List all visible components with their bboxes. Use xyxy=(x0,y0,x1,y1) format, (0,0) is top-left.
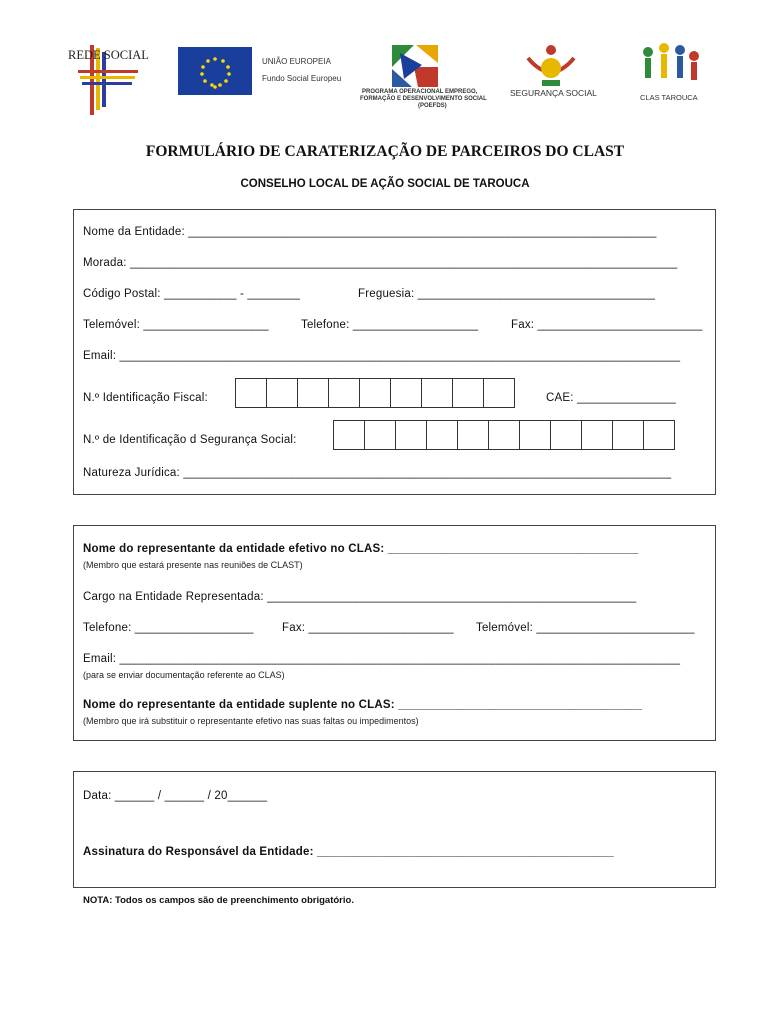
clas-people-icon xyxy=(636,40,702,90)
eu-label-2: Fundo Social Europeu xyxy=(262,74,342,83)
form-title: FORMULÁRIO DE CARATERIZAÇÃO DE PARCEIROS DO CLAST xyxy=(145,143,625,160)
effective-rep-note: (Membro que estará presente nas reuniões de CLAST) xyxy=(83,560,303,570)
seguranca-social-logo xyxy=(520,40,582,88)
eu-flag xyxy=(178,47,252,95)
clas-tarouca-label: CLAS TAROUCA xyxy=(640,93,698,102)
effective-rep-field[interactable]: Nome do representante da entidade efetivo no CLAS: ______________________________________ xyxy=(83,543,639,555)
poefds-logo xyxy=(392,45,438,87)
poefds-label-3: (POEFDS) xyxy=(418,103,447,109)
niss-boxes[interactable] xyxy=(333,420,675,450)
poefds-label-1: PROGRAMA OPERACIONAL EMPREGO, xyxy=(362,89,478,95)
legal-nature-field[interactable]: Natureza Jurídica: __________________________________________________________________________ xyxy=(83,467,672,479)
phone-field[interactable]: Telefone: ___________________ xyxy=(301,319,479,331)
rep-email-note: (para se enviar documentação referente ao CLAS) xyxy=(83,670,285,680)
eu-label-1: UNIÃO EUROPEIA xyxy=(262,57,331,66)
role-field[interactable]: Cargo na Entidade Representada: ________________________________________________________ xyxy=(83,591,637,603)
niss-label: N.º de Identificação d Segurança Social: xyxy=(83,434,297,446)
nif-boxes[interactable] xyxy=(235,378,515,408)
seguranca-social-label: SEGURANÇA SOCIAL xyxy=(510,88,597,98)
rep-mobile-field[interactable]: Telemóvel: ________________________ xyxy=(476,622,695,634)
clas-tarouca-logo xyxy=(636,40,702,90)
email-field[interactable]: Email: _____________________________________________________________________________________ xyxy=(83,350,681,362)
date-field[interactable]: Data: ______ / ______ / 20______ xyxy=(83,790,268,802)
logo-rede-social xyxy=(68,40,168,115)
substitute-rep-field[interactable]: Nome do representante da entidade suplente no CLAS: _____________________________________ xyxy=(83,699,643,711)
section-signature xyxy=(73,771,716,888)
poefds-label-2: FORMAÇÃO E DESENVOLVIMENTO SOCIAL xyxy=(360,96,487,102)
fax-field[interactable]: Fax: _________________________ xyxy=(511,319,703,331)
poefds-icon xyxy=(392,45,438,87)
rep-fax-field[interactable]: Fax: ______________________ xyxy=(282,622,454,634)
seguranca-social-icon xyxy=(520,40,582,88)
entity-name-field[interactable]: Nome da Entidade: _______________________________________________________________________ xyxy=(83,226,657,238)
eu-stars-icon xyxy=(178,47,252,95)
mandatory-note: NOTA: Todos os campos são de preenchimento obrigatório. xyxy=(83,895,354,906)
postal-code-field[interactable]: Código Postal: ___________ - ________ xyxy=(83,288,301,300)
mobile-field[interactable]: Telemóvel: ___________________ xyxy=(83,319,269,331)
address-field[interactable]: Morada: ___________________________________________________________________________________ xyxy=(83,257,678,269)
substitute-rep-note: (Membro que irá substituir o representante efetivo nas suas faltas ou impedimentos) xyxy=(83,716,419,726)
form-subtitle: CONSELHO LOCAL DE AÇÃO SOCIAL DE TAROUCA xyxy=(240,178,530,190)
signature-field[interactable]: Assinatura do Responsável da Entidade: _____________________________________________ xyxy=(83,846,614,858)
nif-label: N.º Identificação Fiscal: xyxy=(83,392,208,404)
rep-phone-field[interactable]: Telefone: __________________ xyxy=(83,622,254,634)
parish-field[interactable]: Freguesia: ____________________________________ xyxy=(358,288,656,300)
cae-field[interactable]: CAE: _______________ xyxy=(546,392,676,404)
rede-social-text: REDE SOCIAL xyxy=(68,48,149,62)
rep-email-field[interactable]: Email: _____________________________________________________________________________________ xyxy=(83,653,681,665)
